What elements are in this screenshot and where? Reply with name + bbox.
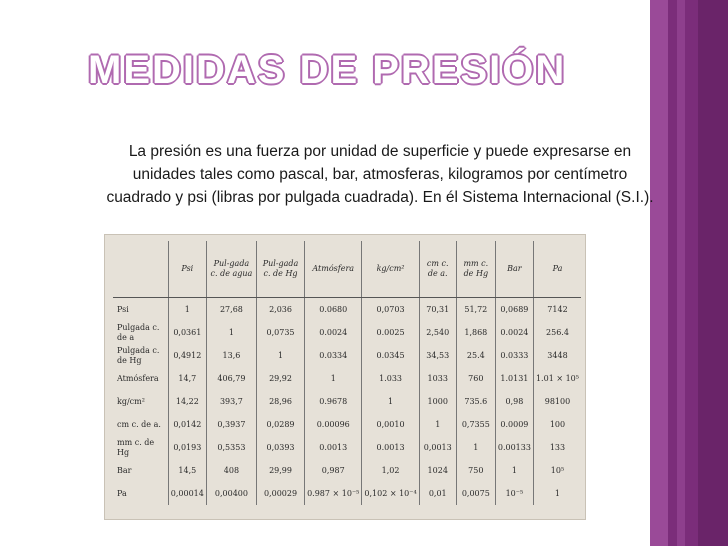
table-cell: 13,6 xyxy=(206,344,256,367)
table-cell: 735.6 xyxy=(456,390,495,413)
table-cell: 0,7355 xyxy=(456,413,495,436)
row-label: Psi xyxy=(117,304,129,314)
table-cell: 1 xyxy=(456,436,495,459)
header-cell: Bar xyxy=(495,241,533,298)
table-cell: 1,02 xyxy=(362,459,419,482)
table-cell: 0,0142 xyxy=(168,413,206,436)
table-cell: 1000 xyxy=(419,390,456,413)
table-cell: 34,53 xyxy=(419,344,456,367)
table-cell: 3448 xyxy=(533,344,581,367)
header-cell: Atmósfera xyxy=(305,241,362,298)
table-cell: 406,79 xyxy=(206,367,256,390)
table-cell: 0.9678 xyxy=(305,390,362,413)
table-cell: 1 xyxy=(419,413,456,436)
header-cell: mm c. de Hg xyxy=(456,241,495,298)
table-cell: 0.0013 xyxy=(362,436,419,459)
table-cell: 0,0010 xyxy=(362,413,419,436)
table-row xyxy=(113,367,581,390)
table-cell: 0,0735 xyxy=(256,321,304,344)
row-label: kg/cm² xyxy=(117,396,145,406)
table-cell: 0.0009 xyxy=(495,413,533,436)
table-row xyxy=(113,298,581,322)
table-cell: 0.0333 xyxy=(495,344,533,367)
table-row xyxy=(113,344,581,367)
table-cell: 0,0075 xyxy=(456,482,495,505)
table-cell: 408 xyxy=(206,459,256,482)
table-cell: 0,0193 xyxy=(168,436,206,459)
slide-paragraph: La presión es una fuerza por unidad de superficie y puede expresarse en unidades tales como pascal, bar, atmosferas, kilogramos por centímetro cuadrado y psi (libras por pulgada cuadrada). En él Sistema Internacional (S.I.). xyxy=(106,143,654,206)
table-cell: 0,5353 xyxy=(206,436,256,459)
table-cell: 0,0289 xyxy=(256,413,304,436)
table-row xyxy=(113,459,581,482)
table-cell: 25.4 xyxy=(456,344,495,367)
table-cell: 0.0680 xyxy=(305,298,362,322)
table-cell: 0.0024 xyxy=(495,321,533,344)
header-cell: Pul-gada c. de Hg xyxy=(256,241,304,298)
row-label: mm c. de Hg xyxy=(117,437,155,457)
table-cell: 0.00133 xyxy=(495,436,533,459)
table-row xyxy=(113,321,581,344)
pressure-conversion-table xyxy=(113,241,581,505)
table-cell: 1 xyxy=(495,459,533,482)
table-cell: 0.0024 xyxy=(305,321,362,344)
table-cell: 0.987 × 10⁻⁵ xyxy=(305,482,362,505)
header-cell: Pa xyxy=(533,241,581,298)
header-cell xyxy=(113,241,168,298)
band-stripe xyxy=(698,0,728,546)
table-cell: 2,036 xyxy=(256,298,304,322)
table-cell: 29,92 xyxy=(256,367,304,390)
row-label: Pulgada c. de Hg xyxy=(117,345,160,365)
table-cell: 0,102 × 10⁻⁴ xyxy=(362,482,419,505)
row-label: Atmósfera xyxy=(117,373,159,383)
table-cell: 0,3937 xyxy=(206,413,256,436)
table-cell: 256.4 xyxy=(533,321,581,344)
pressure-conversion-table-image xyxy=(104,234,586,520)
decorative-side-band xyxy=(650,0,728,546)
table-cell: 14,7 xyxy=(168,367,206,390)
slide-title: MEDIDAS DE PRESIÓN xyxy=(88,48,567,92)
table-cell: 98100 xyxy=(533,390,581,413)
table-cell: 1,868 xyxy=(456,321,495,344)
table-cell: 1 xyxy=(362,390,419,413)
table-cell: 0.0334 xyxy=(305,344,362,367)
table-cell: 0,01 xyxy=(419,482,456,505)
table-cell: 27,68 xyxy=(206,298,256,322)
row-label: Pa xyxy=(117,488,127,498)
table-header-row xyxy=(113,241,581,298)
band-stripe xyxy=(650,0,668,546)
table-cell: 28,96 xyxy=(256,390,304,413)
table-cell: 1033 xyxy=(419,367,456,390)
table-cell: 0,00014 xyxy=(168,482,206,505)
table-cell: 0,0689 xyxy=(495,298,533,322)
table-cell: 760 xyxy=(456,367,495,390)
table-cell: 70,31 xyxy=(419,298,456,322)
table-cell: 1024 xyxy=(419,459,456,482)
table-cell: 0,00400 xyxy=(206,482,256,505)
table-cell: 1.0131 xyxy=(495,367,533,390)
table-cell: 0,987 xyxy=(305,459,362,482)
table-cell: 0.0025 xyxy=(362,321,419,344)
table-row xyxy=(113,436,581,459)
table-cell: 0,98 xyxy=(495,390,533,413)
table-cell: 133 xyxy=(533,436,581,459)
table-cell: 10⁻⁵ xyxy=(495,482,533,505)
table-cell: 14,22 xyxy=(168,390,206,413)
table-cell: 0,0013 xyxy=(419,436,456,459)
table-cell: 1 xyxy=(168,298,206,322)
table-cell: 0,00029 xyxy=(256,482,304,505)
band-stripe xyxy=(677,0,685,546)
table-cell: 1.033 xyxy=(362,367,419,390)
table-cell: 10⁵ xyxy=(533,459,581,482)
table-cell: 0.0345 xyxy=(362,344,419,367)
header-cell: Psi xyxy=(168,241,206,298)
table-cell: 0,0361 xyxy=(168,321,206,344)
table-cell: 393,7 xyxy=(206,390,256,413)
table-cell: 1 xyxy=(533,482,581,505)
table-row xyxy=(113,482,581,505)
table-cell: 1.01 × 10⁵ xyxy=(533,367,581,390)
header-cell: kg/cm² xyxy=(362,241,419,298)
header-cell: Pul-gada c. de agua xyxy=(206,241,256,298)
table-row xyxy=(113,413,581,436)
table-cell: 1 xyxy=(206,321,256,344)
table-cell: 0,0703 xyxy=(362,298,419,322)
table-cell: 51,72 xyxy=(456,298,495,322)
table-cell: 1 xyxy=(256,344,304,367)
table-cell: 7142 xyxy=(533,298,581,322)
row-label: Bar xyxy=(117,465,132,475)
table-cell: 100 xyxy=(533,413,581,436)
table-row xyxy=(113,390,581,413)
header-cell: cm c. de a. xyxy=(419,241,456,298)
table-cell: 2,540 xyxy=(419,321,456,344)
row-label: Pulgada c. de a xyxy=(117,322,160,342)
table-cell: 14,5 xyxy=(168,459,206,482)
table-cell: 0,0393 xyxy=(256,436,304,459)
table-cell: 1 xyxy=(305,367,362,390)
table-cell: 29,99 xyxy=(256,459,304,482)
row-label: cm c. de a. xyxy=(117,419,161,429)
table-cell: 0,4912 xyxy=(168,344,206,367)
table-cell: 0.00096 xyxy=(305,413,362,436)
table-cell: 0.0013 xyxy=(305,436,362,459)
table-cell: 750 xyxy=(456,459,495,482)
